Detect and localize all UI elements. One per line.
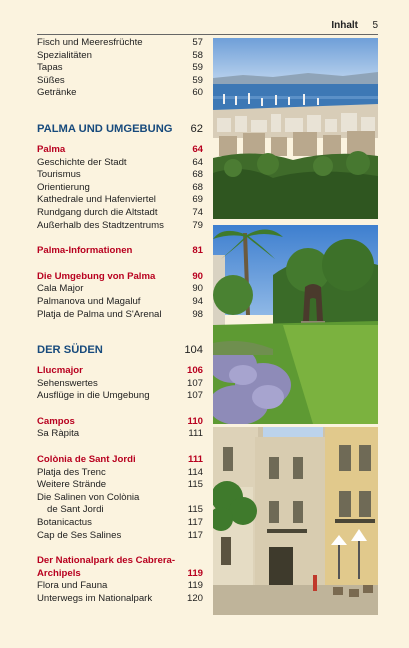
toc-entry[interactable]: Fisch und Meeresfrüchte 57 <box>37 37 203 48</box>
photo-palma-harbor <box>213 38 378 219</box>
toc-subheading-campos[interactable]: Campos 110 <box>37 415 203 427</box>
toc-entry[interactable]: Weitere Strände 115 <box>37 479 203 491</box>
toc-subheading-palma[interactable]: Palma 64 <box>37 143 203 155</box>
toc-entry[interactable]: Tourismus 68 <box>37 169 203 181</box>
toc-entry[interactable]: Platja des Trenc 114 <box>37 466 203 478</box>
toc-section-der-sueden[interactable]: DER SÜDEN 104 <box>37 344 203 357</box>
toc-subheading-llucmajor[interactable]: Llucmajor 106 <box>37 365 203 377</box>
running-header <box>37 20 378 35</box>
toc-entry[interactable]: Getränke 60 <box>37 87 203 99</box>
toc-entry[interactable]: Platja de Palma und S'Arenal 98 <box>37 308 203 320</box>
toc-entry[interactable]: Palmanova und Magaluf 94 <box>37 295 203 307</box>
toc-entry[interactable]: Kathedrale und Hafenviertel 69 <box>37 194 203 206</box>
toc-subheading-palma-informationen[interactable]: Palma-Informationen 81 <box>37 245 203 257</box>
header-label: Inhalt <box>331 20 358 31</box>
toc-entry[interactable]: Tapas 59 <box>37 62 203 74</box>
toc-entry[interactable]: Außerhalb des Stadtzentrums 79 <box>37 219 203 231</box>
toc-entry[interactable]: Spezialitäten 58 <box>37 49 203 61</box>
toc-entry[interactable]: Geschichte der Stadt 64 <box>37 156 203 168</box>
toc-subheading-umgebung-palma[interactable]: Die Umgebung von Palma 90 <box>37 270 203 282</box>
toc-subheading-cabrera[interactable]: Der Nationalpark des Cabrera- <box>37 555 176 567</box>
toc-subheading-colonia[interactable]: Colònia de Sant Jordi 111 <box>37 454 203 466</box>
toc-entry[interactable]: Ausflüge in die Umgebung 107 <box>37 390 203 402</box>
toc-entry[interactable]: Flora und Fauna 119 <box>37 580 203 592</box>
toc-section-palma-und-umgebung[interactable]: PALMA UND UMGEBUNG 62 <box>37 122 203 135</box>
toc-entry[interactable]: Sehenswertes 107 <box>37 377 203 389</box>
toc-entry[interactable]: Die Salinen von Colònia <box>37 491 140 503</box>
toc-entry[interactable]: Cap de Ses Salines 117 <box>37 529 203 541</box>
toc-entry[interactable]: Rundgang durch die Altstadt 74 <box>37 206 203 218</box>
toc-entry[interactable]: Unterwegs im Nationalpark 120 <box>37 593 203 604</box>
toc-entry[interactable]: de Sant Jordi 115 <box>47 504 203 516</box>
toc-entry[interactable]: Botanicactus 117 <box>37 517 203 529</box>
toc-subheading-cabrera-cont[interactable]: Archipels 119 <box>37 567 203 579</box>
table-of-contents <box>37 37 207 606</box>
toc-entry[interactable]: Süßes 59 <box>37 74 203 86</box>
page-number: 5 <box>372 20 378 31</box>
photo-old-town-street <box>213 427 378 615</box>
toc-entry[interactable]: Sa Ràpita 111 <box>37 428 203 440</box>
toc-entry[interactable]: Orientierung 68 <box>37 181 203 193</box>
photo-garden-sculpture <box>213 225 378 424</box>
toc-entry[interactable]: Cala Major 90 <box>37 283 203 295</box>
